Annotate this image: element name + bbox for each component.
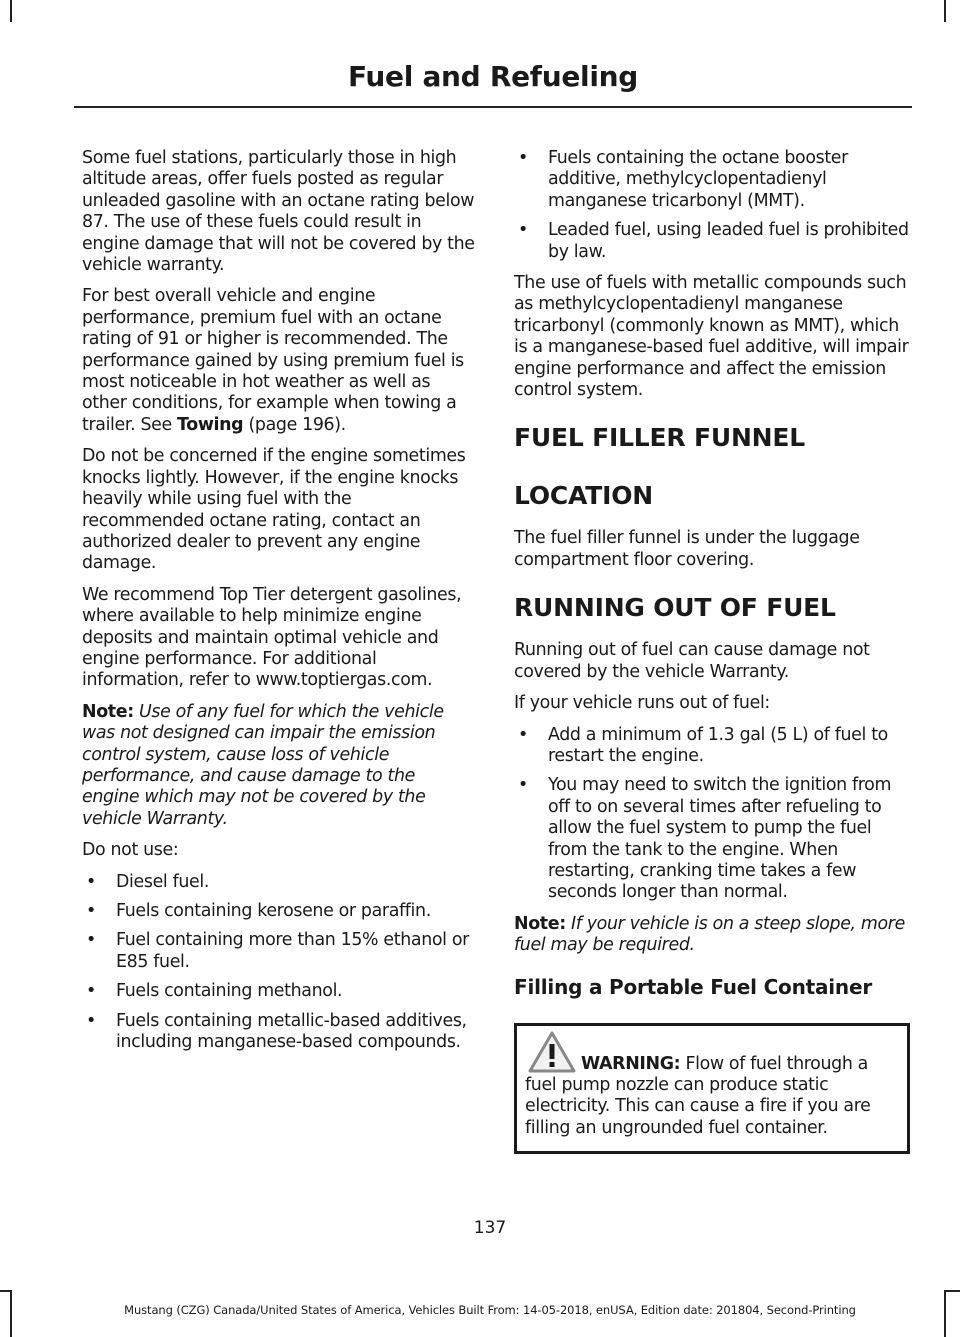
paragraph-premium-fuel [82,286,476,436]
warning-text [525,1054,899,1140]
crop-mark-bottom-left-h [0,1290,12,1292]
page-number: 137 [473,1218,507,1238]
do-not-use-list [82,872,476,1054]
list-item: • Fuels containing kerosene or paraffin. [82,901,476,922]
paragraph-premium-text: For best overall vehicle and engine performance, premium fuel with an octane rating of 91 or higher is recommended. The performance gained by using premium fuel is most noticeable in hot weather as well as other conditions, for example when towing a trailer. See [82,286,464,435]
list-item: • Leaded fuel, using leaded fuel is prohibited by law. [514,220,910,263]
do-not-use-list-continued [514,148,910,263]
heading-running-out-of-fuel: RUNNING OUT OF FUEL [514,593,836,623]
note-body: If your vehicle is on a steep slope, more fuel may be required. [514,913,905,956]
paragraph-if-runs-out: If your vehicle runs out of fuel: [514,693,770,714]
note-fuel-damage [82,702,476,830]
crop-mark-top-right [944,0,946,22]
note-label: Note: [82,701,134,722]
paragraph-running-out: Running out of fuel can cause damage not covered by the vehicle Warranty. [514,640,870,682]
paragraph-engine-knock: Do not be concerned if the engine sometimes knocks lightly. However, if the engine knocks heavily while using fuel with the recommended octane rating, contact an authorized dealer to prevent any engine damage. [82,446,466,574]
note-label: Note: [514,913,566,934]
run-out-list [514,725,910,904]
list-item: • You may need to switch the ignition from off to on several times after refueling to allow the fuel system to pump the fuel from the tank to the engine. When restarting, cranking time takes a few seconds longer than normal. [514,775,910,903]
footer-edition-info: Mustang (CZG) Canada/United States of America, Vehicles Built From: 14-05-2018, enUSA, Edition date: 201804, Second-Printing [124,1303,856,1317]
towing-link[interactable]: Towing [177,414,244,435]
list-item: • Fuel containing more than 15% ethanol or E85 fuel. [82,930,476,973]
page-title: Fuel and Refueling [347,60,638,93]
warning-label: WARNING: [581,1053,681,1074]
note-body: Use of any fuel for which the vehicle was not designed can impair the emission control system, cause loss of vehicle performance, and cause damage to the engine which may not be covered by the vehicle Warranty. [82,701,444,829]
crop-mark-bottom-right-h [944,1290,960,1292]
heading-portable-container: Filling a Portable Fuel Container [514,974,872,999]
list-item: • Fuels containing the octane booster additive, methylcyclopentadienyl manganese tricarbonyl (MMT). [514,148,910,212]
right-column [514,148,910,1154]
heading-funnel-line-2: LOCATION [514,481,653,511]
list-item: • Diesel fuel. [82,872,476,893]
paragraph-octane-warning: Some fuel stations, particularly those in high altitude areas, offer fuels posted as regular unleaded gasoline with an octane rating below 87. The use of these fuels could result in engine damage that will not be covered by the vehicle warranty. [82,148,475,276]
list-item: • Add a minimum of 1.3 gal (5 L) of fuel to restart the engine. [514,725,910,768]
do-not-use-label: Do not use: [82,840,179,861]
warning-body: Flow of fuel through a fuel pump nozzle can produce static electricity. This can cause a fire if you are filling an ungrounded fuel container. [525,1053,871,1138]
warning-box [514,1023,910,1155]
left-column [82,148,476,1063]
towing-page-ref: (page 196). [243,414,346,435]
list-item: • Fuels containing methanol. [82,981,476,1002]
heading-funnel-line-1: FUEL FILLER FUNNEL [514,423,805,453]
crop-mark-top-left [10,0,12,22]
heading-fuel-filler-funnel [514,423,910,510]
list-item: • Fuels containing metallic-based additives, including manganese-based compounds. [82,1011,476,1054]
paragraph-funnel-location: The fuel filler funnel is under the luggage compartment floor covering. [514,528,860,570]
header-rule [74,106,912,108]
paragraph-top-tier: We recommend Top Tier detergent gasolines, where available to help minimize engine deposits and maintain optimal vehicle and engine performance. For additional information, refer to www.toptiergas.com. [82,584,462,691]
warning-triangle-icon [527,1030,577,1074]
paragraph-mmt: The use of fuels with metallic compounds such as methylcyclopentadienyl manganese tricarbonyl (commonly known as MMT), which is a manganese-based fuel additive, will impair engine performance and affect the emission control system. [514,273,909,401]
note-steep-slope [514,914,910,957]
